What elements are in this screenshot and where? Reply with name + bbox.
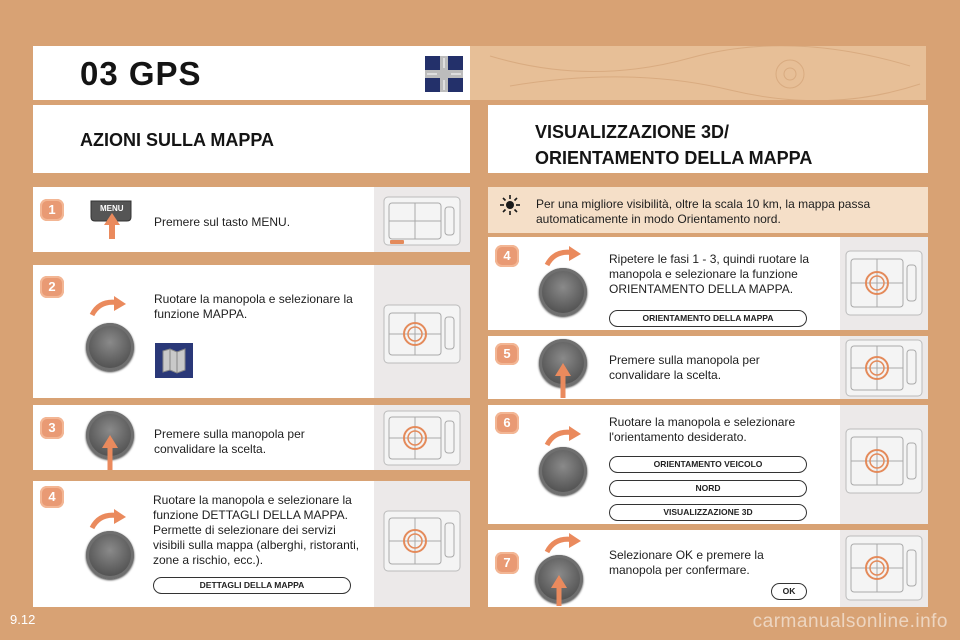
page-number: 9.12 [10,612,36,627]
header-decor [470,46,926,100]
control-knob [539,447,587,495]
radio-panel-image [840,336,928,399]
step-text-1: Premere sul tasto MENU. [154,215,291,229]
step-badge-r6: 6 [495,412,519,434]
gps-road-icon [424,55,464,93]
menu-option-pill: NORD [609,480,807,497]
step-badge-2: 2 [40,276,64,298]
step-badge-r4: 4 [495,245,519,267]
control-knob [86,323,134,371]
radio-panel-image [840,530,928,607]
radio-unit-icon [840,530,928,607]
step-badge-1: 1 [40,199,64,221]
menu-button-icon [87,195,137,252]
radio-panel-image [374,481,470,607]
radio-unit-icon [374,405,470,470]
menu-button-label: MENU [100,204,124,213]
section-title-right-line1: VISUALIZZAZIONE 3D/ [535,122,730,142]
radio-panel-image [840,237,928,330]
step-badge-4: 4 [40,486,64,508]
radio-panel-image [374,187,470,252]
page-title: 03 GPS [80,55,202,92]
radio-panel-image [374,265,470,398]
step-text-4: Ruotare la manopola e selezionare la funzione DETTAGLI DELLA MAPPA. Permette di selezionare dei servizi visibili sulla mappa (alberghi, ristoranti, zone a rischio, ecc.). [153,493,360,567]
menu-option-pill: DETTAGLI DELLA MAPPA [153,577,351,594]
control-knob [539,268,587,316]
map-function-icon [154,342,194,379]
step-text-r6: Ruotare la manopola e selezionare l'orientamento desiderato. [609,415,796,444]
step-text-r7: Selezionare OK e premere la manopola per confermare. [609,548,764,577]
rotate-arrow-icon [88,295,128,324]
radio-panel-image [374,405,470,470]
menu-option-pill: ORIENTAMENTO DELLA MAPPA [609,310,807,327]
step-badge-3: 3 [40,417,64,439]
step-text-2: Ruotare la manopola e selezionare la funzione MAPPA. [154,292,353,321]
step-text-r5: Premere sulla manopola per convalidare la scelta. [609,353,760,382]
ok-option-pill: OK [771,583,807,600]
step-text-r4: Ripetere le fasi 1 - 3, quindi ruotare la manopola e selezionare la funzione ORIENTAMENTO DELLA MAPPA. [609,252,810,296]
radio-unit-icon [840,336,928,399]
section-title-right-line2: ORIENTAMENTO DELLA MAPPA [535,148,813,168]
step-badge-r5: 5 [495,343,519,365]
press-arrow-icon [553,362,573,403]
radio-panel-image [840,405,928,524]
control-knob [86,531,134,579]
radio-unit-icon [840,405,928,524]
menu-option-pill: VISUALIZZAZIONE 3D [609,504,807,521]
press-arrow-icon [549,574,569,611]
section-title-right [535,119,812,171]
step-badge-r7: 7 [495,552,519,574]
section-title-left: AZIONI SULLA MAPPA [80,130,274,150]
radio-unit-icon [374,265,470,398]
info-note-text: Per una migliore visibilità, oltre la scala 10 km, la mappa passa automaticamente in modo Orientamento nord. [536,197,871,226]
radio-unit-icon [840,237,928,330]
press-arrow-icon [100,434,120,475]
watermark: carmanualsonline.info [752,611,948,632]
menu-option-pill: ORIENTAMENTO VEICOLO [609,456,807,473]
radio-unit-icon [374,481,470,607]
step-text-3: Premere sulla manopola per convalidare la scelta. [154,427,305,456]
sun-icon [500,195,520,220]
radio-unit-icon [374,187,470,252]
